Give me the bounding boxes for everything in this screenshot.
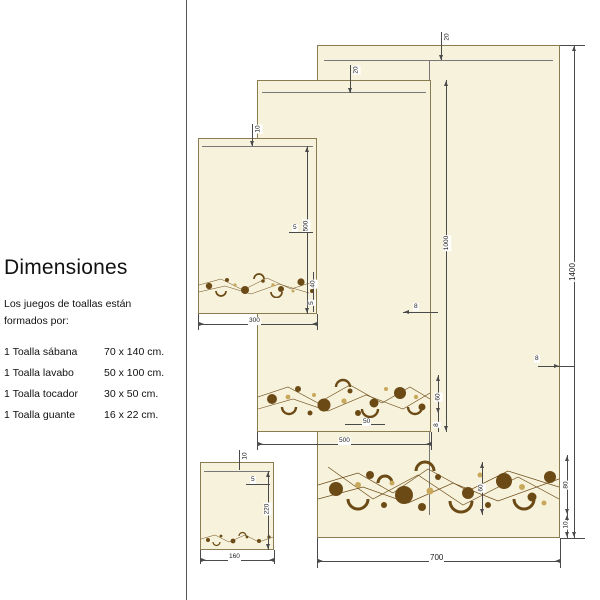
lavabo-height-dimline [446,80,447,432]
guante-inner-top-line [204,471,270,472]
dim-tocador-band-bottom: 5 [307,301,315,305]
sabana-height-arrow-top [572,46,576,51]
towel-size: 50 x 100 cm. [104,366,165,379]
sabana-decor-band [318,455,559,515]
lavabo-width-arrow-left [258,442,263,446]
tocador-height-arrow-bottom [305,308,309,313]
sabana-inner-top-line [324,60,553,61]
sabana-top-border-arrow [439,55,443,60]
towel-size: 70 x 140 cm. [104,345,165,358]
dim-sabana-width: 700 [430,553,444,562]
lavabo-width-ext-right [431,432,432,450]
dim-guante-border-side: 5 [251,476,255,483]
dim-tocador-width: 300 [249,317,260,324]
dim-tocador-border-side: 5 [293,224,297,231]
lavabo-band-arrow-bottom [436,408,440,413]
dim-tocador-border-top: 10 [254,125,262,133]
dim-sabana-border-top: 20 [443,33,451,41]
guante-width-ext-right [274,550,275,564]
dim-lavabo-band: 60 [434,393,442,401]
sabana-band-bottom-arrow-bottom [565,532,569,537]
guante-width-arrow-left [201,558,206,562]
list-item [4,362,186,383]
tocador-inner-top-line [202,146,313,147]
dim-lavabo-height: 1000 [443,235,451,251]
dim-lavabo-band-offset: 50 [363,418,371,425]
page-title: Dimensiones [4,256,128,279]
sabana-band-inner-arrow-top [480,463,484,468]
towel-list [4,341,186,425]
dim-guante-border-top: 10 [241,452,249,460]
towel-name: 1 Toalla tocador [4,387,78,400]
lavabo-width-ext-left [257,432,258,450]
list-item [4,404,186,425]
lavabo-height-arrow-top [444,81,448,86]
list-item [4,383,186,404]
dim-sabana-band-inner: 60 [477,484,485,492]
towel-size: 16 x 22 cm. [104,408,159,421]
dim-tocador-band: 40 [309,280,317,288]
dim-sabana-border-side: 8 [535,355,539,362]
sabana-band-arrow-top [565,456,569,461]
sabana-width-arrow-left [318,559,323,563]
dim-guante-height: 220 [263,503,271,515]
sabana-ext-bottom [560,538,585,539]
sabana-band-arrow-bottom [565,509,569,514]
tocador-width-arrow-left [199,322,204,326]
dim-lavabo-band-bottom: 8 [432,423,440,427]
dim-lavabo-width: 500 [339,437,350,444]
towel-name: 1 Toalla sábana [4,345,78,358]
dim-guante-width: 160 [229,553,240,560]
sabana-width-ext-right [560,538,561,568]
guante-side-border-leader [246,484,270,485]
tocador-decor-band [199,272,316,298]
list-item [4,341,186,362]
lavabo-top-border-arrow [348,88,352,93]
guante-height-arrow-top [266,472,270,477]
tocador-width-ext-right [317,314,318,330]
tocador-top-border-arrow [250,141,254,146]
info-panel [0,0,186,600]
guante-height-arrow-bottom [266,544,270,549]
sabana-side-border-arrow [554,364,559,368]
dim-lavabo-border-side: 8 [414,303,418,310]
towel-size: 30 x 50 cm. [104,387,159,400]
guante-top-border-leader [239,450,240,470]
towel-name: 1 Toalla lavabo [4,366,74,379]
tocador-height-arrow-top [305,147,309,152]
lavabo-inner-top-line [262,92,426,93]
lavabo-side-border-arrow [404,310,409,314]
intro-text [4,296,182,330]
panel-divider [186,0,187,600]
lavabo-decor-band [258,375,430,419]
tocador-side-border-leader [289,232,313,233]
guante-decor-band [201,531,273,547]
dim-sabana-band: 80 [562,481,570,489]
intro-line-1: Los juegos de toallas están [4,298,132,310]
sabana-width-arrow-right [555,559,560,563]
guante-width-arrow-right [269,558,274,562]
sabana-height-dimline [574,45,575,538]
sabana-height-arrow-bottom [572,532,576,537]
dim-lavabo-border-top: 20 [352,66,360,74]
intro-line-2: formados por: [4,315,69,327]
towel-name: 1 Toalla guante [4,408,76,421]
lavabo-width-arrow-right [426,442,431,446]
sabana-band-inner-arrow-bottom [480,509,484,514]
lavabo-height-arrow-bottom [444,426,448,431]
tocador-width-arrow-right [312,322,317,326]
sabana-width-ext-left [317,538,318,568]
sabana-band-bottom-arrow-top [565,515,569,520]
dim-sabana-band-bottom: 10 [562,521,570,529]
dim-sabana-height: 1400 [567,263,577,281]
lavabo-band-arrow-top [436,376,440,381]
dim-tocador-height: 500 [302,220,310,232]
